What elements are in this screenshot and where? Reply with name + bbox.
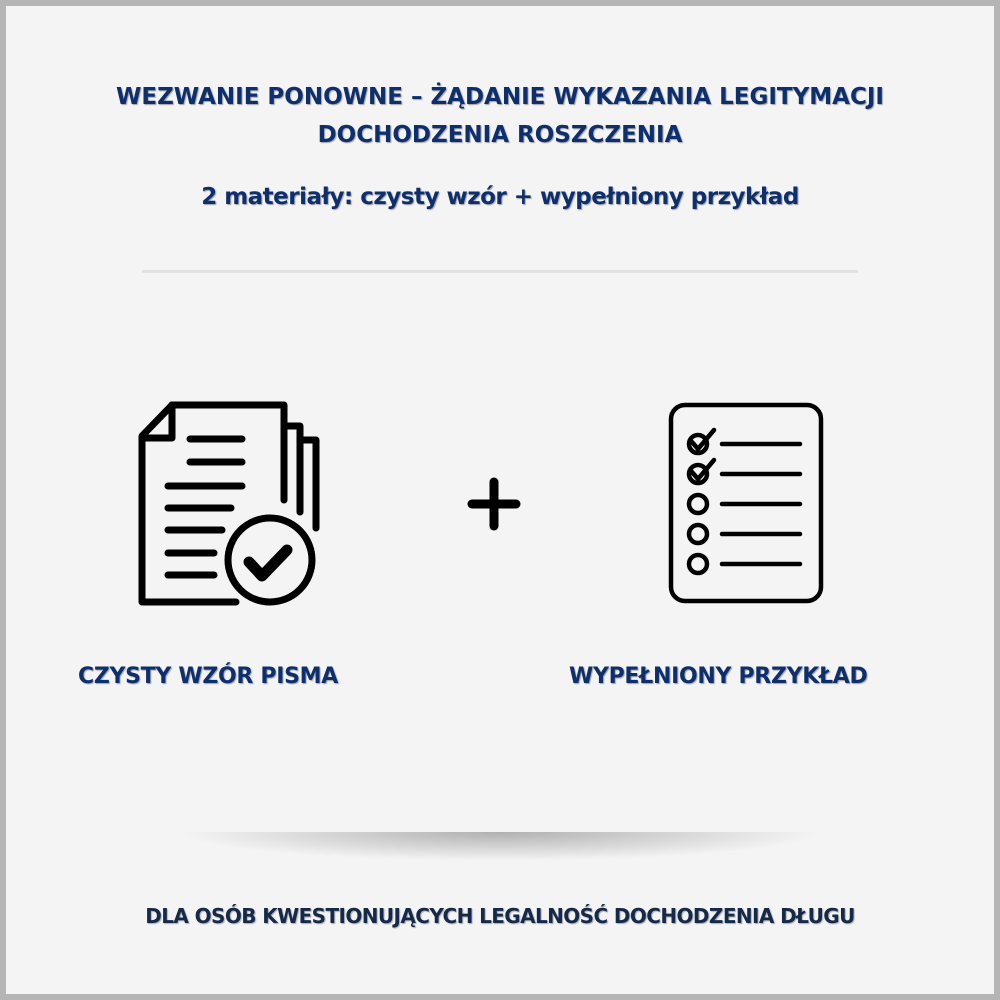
document-check-icon: [134, 400, 324, 606]
promo-card: [6, 6, 994, 994]
title-line-2: DOCHODZENIA ROSZCZENIA: [317, 122, 683, 148]
item-label-blank-template: CZYSTY WZÓR PISMA: [78, 664, 338, 689]
divider: [142, 270, 858, 273]
checklist-icon: [666, 400, 828, 606]
footer-text: DLA OSÓB KWESTIONUJĄCYCH LEGALNOŚĆ DOCHODZENIA DŁUGU: [145, 904, 855, 928]
title-line-1: WEZWANIE PONOWNE – ŻĄDANIE WYKAZANIA LEGITYMACJI: [116, 84, 884, 110]
page-title: [6, 78, 994, 154]
shadow-divider: [100, 832, 900, 868]
subtitle: 2 materiały: czysty wzór + wypełniony przykład: [201, 184, 799, 210]
item-label-filled-example: WYPEŁNIONY PRZYKŁAD: [569, 664, 868, 689]
plus-icon: [464, 474, 524, 534]
